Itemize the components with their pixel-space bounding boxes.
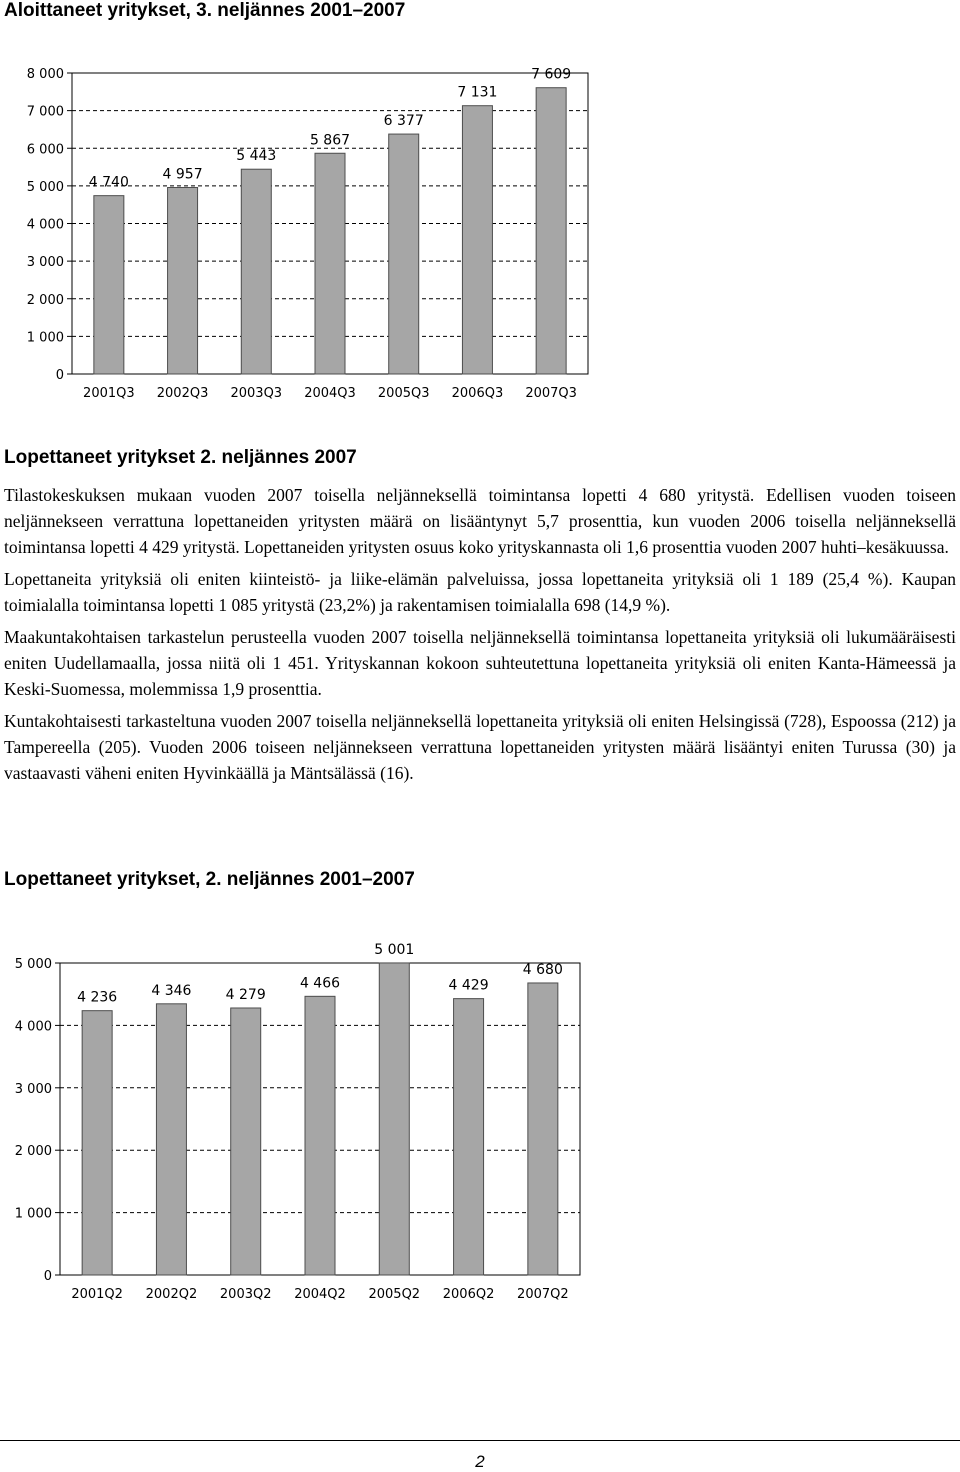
data-label: 4 680 <box>522 961 563 978</box>
bar <box>528 983 558 1275</box>
paragraph-2: Lopettaneita yrityksiä oli eniten kiinteistö- ja liike-elämän palveluissa, jossa lopettaneita yrityksiä oli 1 189 (25,4 %). Kaupan toimialalla toimintansa lopetti 1 085 yritystä (23,2%) ja rakentamisen toimialalla 698 (14,9 %). <box>4 569 956 615</box>
footer-divider <box>0 1440 960 1441</box>
paragraph-1: Tilastokeskuksen mukaan vuoden 2007 toisella neljänneksellä toimintansa lopetti 4 680 yritystä. Edellisen vuoden toiseen neljännekseen verrattuna lopettaneiden yritysten määrä on lisääntynyt 5,7 prosenttia, kun vuoden 2006 toisella neljänneksellä toimintansa lopetti 4 429 yritystä. Lopettaneiden yritysten osuus koko yrityskannasta oli 1,6 prosenttia vuoden 2007 huhti–kesäkuussa. <box>4 485 956 557</box>
y-tick-label: 0 <box>55 368 64 383</box>
category-label: 2006Q3 <box>451 386 504 401</box>
data-label: 4 279 <box>225 986 266 1003</box>
category-label: 2002Q2 <box>145 1287 198 1302</box>
bar <box>315 153 345 374</box>
bar <box>379 963 409 1275</box>
bar <box>231 1008 261 1275</box>
y-tick-label: 1 000 <box>26 330 64 346</box>
category-label: 2005Q3 <box>377 386 430 401</box>
category-label: 2004Q2 <box>294 1287 346 1302</box>
category-label: 2003Q2 <box>219 1287 272 1302</box>
chart1-title: Aloittaneet yritykset, 3. neljännes 2001–2007 <box>4 0 406 21</box>
body-text <box>4 482 956 792</box>
category-label: 2004Q3 <box>304 386 356 401</box>
page-number: 2 <box>475 1452 485 1471</box>
data-label: 4 236 <box>77 989 118 1006</box>
data-label: 4 466 <box>299 975 341 992</box>
category-label: 2001Q2 <box>71 1287 123 1302</box>
data-label: 4 740 <box>88 174 129 191</box>
paragraph-4: Kuntakohtaisesti tarkasteltuna vuoden 2007 toisella neljänneksellä lopettaneita yrityksiä oli eniten Helsingissä (728), Espoossa (212) ja Tampereella (205). Vuoden 2006 toiseen neljännekseen verrattuna lopettaneiden yritysten määrä lisääntyi eniten Turussa (30) ja vastaavasti väheni eniten Hyvinkäällä ja Mäntsälässä (16). <box>4 711 956 783</box>
y-tick-label: 1 000 <box>14 1206 52 1222</box>
bar <box>454 999 484 1275</box>
chart2-title: Lopettaneet yritykset, 2. neljännes 2001–2007 <box>4 869 415 890</box>
data-label: 5 443 <box>236 148 277 165</box>
data-label: 5 867 <box>309 132 351 149</box>
category-label: 2006Q2 <box>442 1287 495 1302</box>
chart-started-companies <box>0 55 600 470</box>
section-title: Lopettaneet yritykset 2. neljännes 2007 <box>4 447 357 468</box>
y-tick-label: 2 000 <box>26 292 64 308</box>
y-tick-label: 4 000 <box>14 1019 52 1035</box>
bar <box>305 996 335 1275</box>
y-tick-label: 4 000 <box>26 217 64 233</box>
category-label: 2001Q3 <box>83 386 135 401</box>
y-tick-label: 2 000 <box>14 1144 52 1160</box>
data-label: 7 131 <box>457 84 498 101</box>
category-label: 2003Q3 <box>230 386 283 401</box>
data-label: 4 346 <box>151 982 192 999</box>
bar <box>389 134 419 374</box>
data-label: 7 609 <box>531 66 572 83</box>
bar <box>94 196 124 374</box>
y-tick-label: 8 000 <box>26 67 64 82</box>
paragraph-3: Maakuntakohtaisen tarkastelun perusteella vuoden 2007 toisella neljänneksellä toimintansa lopettaneita yrityksiä oli lukumääräisesti eniten Uudellamaalla, jossa niitä oli 1 451. Yrityskannan kokoon suhteutettuna lopettaneita yrityksiä oli eniten Kanta-Hämeessä ja Keski-Suomessa, molemmissa 1,9 prosenttia. <box>4 627 956 699</box>
data-label: 4 429 <box>448 977 489 994</box>
category-label: 2002Q3 <box>156 386 209 401</box>
category-label: 2005Q2 <box>368 1287 421 1302</box>
data-label: 6 377 <box>383 113 424 130</box>
y-tick-label: 6 000 <box>26 142 64 158</box>
y-tick-label: 5 000 <box>14 957 52 972</box>
data-label: 4 957 <box>162 166 203 183</box>
bar <box>241 169 271 374</box>
bar <box>156 1004 186 1275</box>
y-tick-label: 3 000 <box>14 1081 52 1097</box>
category-label: 2007Q2 <box>517 1287 569 1302</box>
y-tick-label: 7 000 <box>26 104 64 120</box>
category-label: 2007Q3 <box>525 386 577 401</box>
bar <box>168 187 198 374</box>
y-tick-label: 3 000 <box>26 255 64 271</box>
chart-closed-companies <box>0 930 600 1302</box>
bar <box>82 1011 112 1275</box>
data-label: 5 001 <box>374 941 415 958</box>
bar <box>462 106 492 374</box>
y-tick-label: 5 000 <box>26 179 64 195</box>
bar <box>536 88 566 374</box>
y-tick-label: 0 <box>43 1269 52 1284</box>
